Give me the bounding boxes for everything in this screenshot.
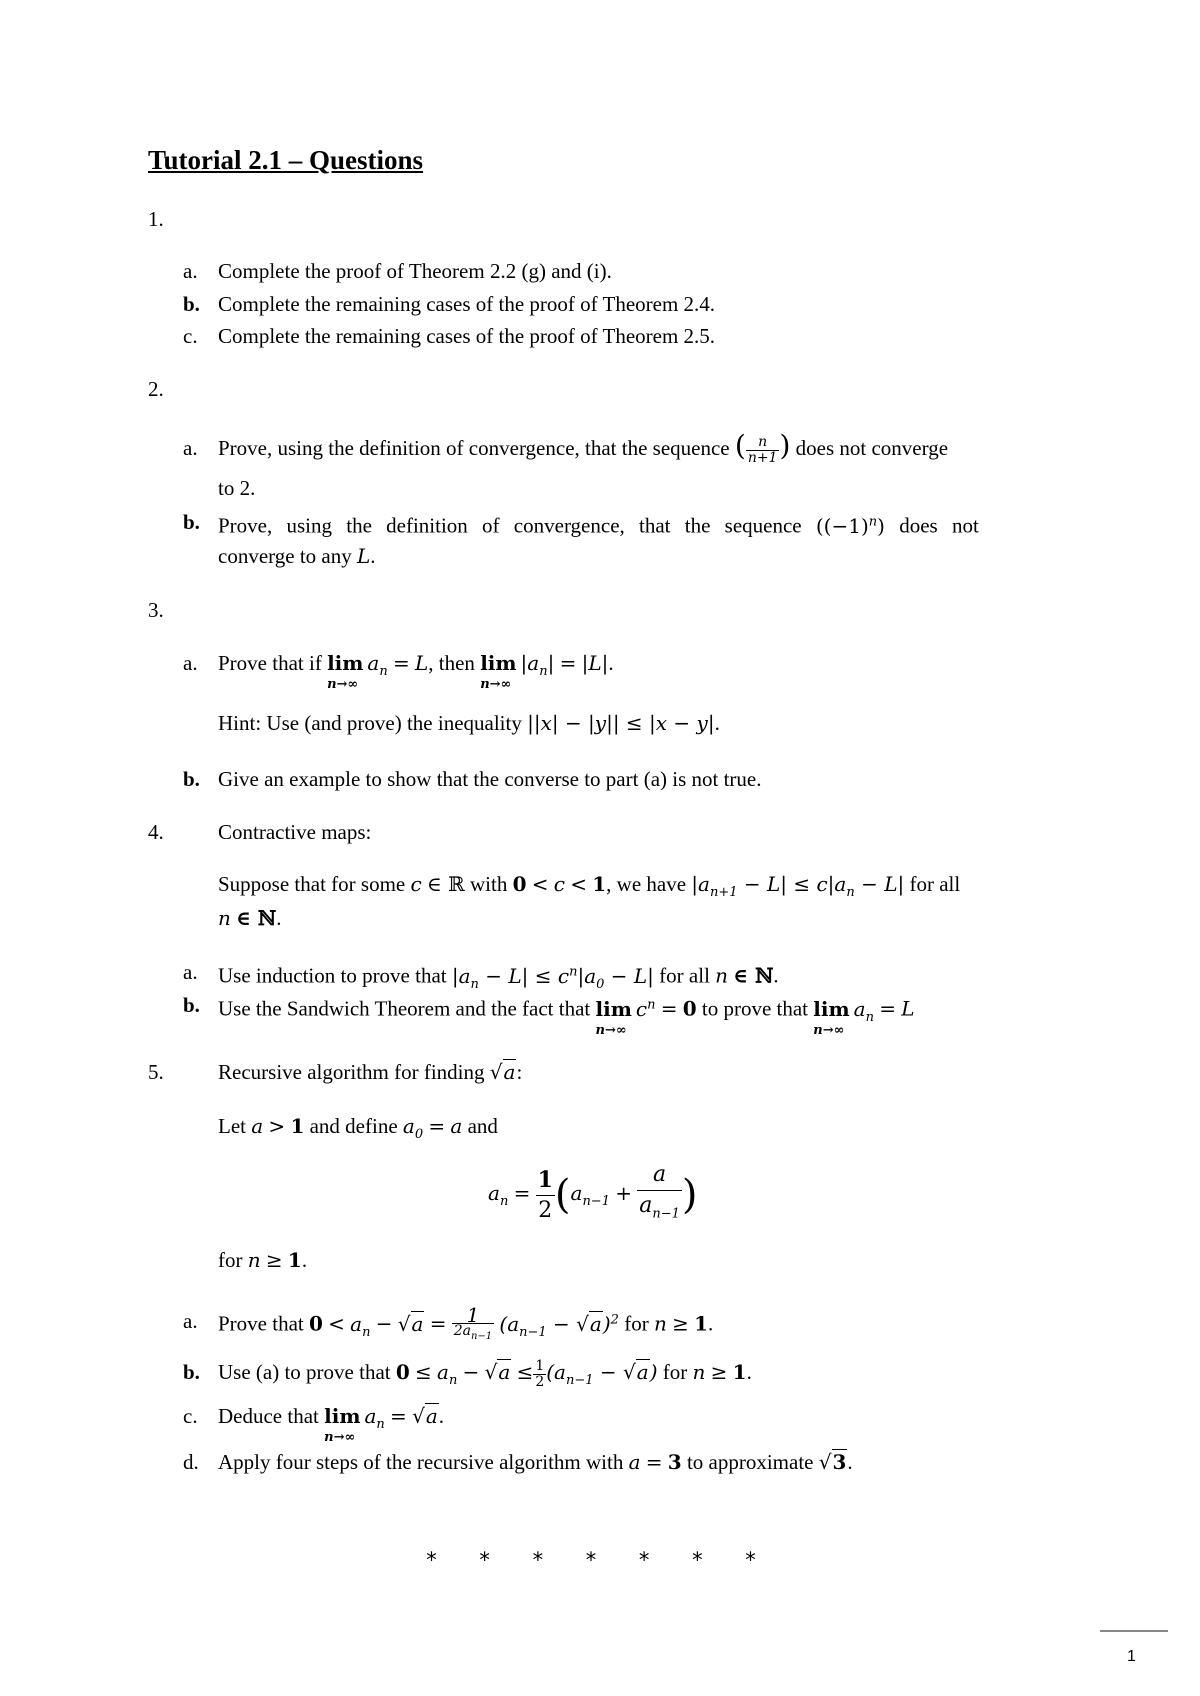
q5d-label: d. <box>183 1450 199 1474</box>
q1b-text: Complete the remaining cases of the proof of Theorem 2.4. <box>218 292 716 316</box>
q5b-line: Use (a) to prove that $0 \le a_n - √a$ ≤ $\frac{1}{2}$ $(a_{n-1} - √a)$ for n ≥ 1. <box>218 1357 752 1390</box>
q4b-text-1: Use the Sandwich Theorem and the fact that <box>218 996 591 1021</box>
q3a-text-1: Prove that if <box>218 651 322 675</box>
q3a-text-2: , then <box>428 651 475 675</box>
q5b-text-1: Use (a) to prove that <box>218 1360 391 1384</box>
q5-let-2: and define <box>309 1114 398 1138</box>
limit-n-to-infinity: lim n→∞ <box>813 996 850 1038</box>
q3a-line: Prove that if lim n→∞ $a_n = L$, then lim n→∞ $|a_n| = |L|$. <box>218 651 614 692</box>
q1b-label: b. <box>183 292 200 316</box>
q4a-label: a. <box>183 960 198 984</box>
q5d-line: Apply four steps of the recursive algorithm with a = 3 to approximate √3. <box>218 1450 853 1474</box>
q3-hint: Hint: Use (and prove) the inequality ||x| − |y|| ≤ |x − y|. <box>218 711 720 735</box>
q2a-line1 <box>218 426 948 468</box>
q5c-text-1: Deduce that <box>218 1404 319 1428</box>
limit-n-to-infinity: lim n→∞ <box>324 1404 361 1445</box>
q5-heading-line: Recursive algorithm for finding √a: <box>218 1060 523 1084</box>
q2b-label: b. <box>183 510 200 534</box>
q2b-text-3: converge to any <box>218 544 352 568</box>
q3-hint-text: Hint: Use (and prove) the inequality <box>218 711 522 735</box>
q5b-label: b. <box>183 1360 200 1384</box>
q3b-text: Give an example to show that the converse to part (a) is not true. <box>218 767 762 791</box>
sequence-n-over-n-plus-1: ( $\frac{n}{n+1}$ ) <box>734 429 791 466</box>
question-4-number: 4. <box>148 820 164 844</box>
q4-intro-text-1: Suppose that for some <box>218 872 406 896</box>
q5b-text-2: for <box>662 1360 688 1384</box>
q5c-label: c. <box>183 1404 198 1428</box>
q1c-label: c. <box>183 324 198 348</box>
q2a-label: a. <box>183 436 198 460</box>
limit-n-to-infinity: lim n→∞ <box>480 651 517 692</box>
q5-for-text: for <box>218 1248 243 1272</box>
q4a-line: Use induction to prove that $|a_n - L| \le c^n|a_0 - L|$ for all n ∈ ℕ. <box>218 963 779 992</box>
q4a-text-1: Use induction to prove that <box>218 963 447 988</box>
q2a-text-2: does not converge <box>795 436 949 460</box>
sequence-minus-one-power-n: $((-1)^n)$ <box>815 513 885 538</box>
q4-heading: Contractive maps: <box>218 820 372 844</box>
q5-let-line: Let a > 1 and define $a_0 = a$ and <box>218 1114 498 1142</box>
q5-for-line: for n ≥ 1. <box>218 1248 308 1272</box>
q2a-text-3: to 2. <box>218 476 256 500</box>
page-number: 1 <box>1127 1648 1136 1665</box>
q1a-text: Complete the proof of Theorem 2.2 (g) and (i). <box>218 259 612 283</box>
q4a-text-2: for all <box>659 963 710 988</box>
q5d-text-2: to approximate <box>686 1450 814 1474</box>
q4-intro-text-3: , we have <box>606 872 687 896</box>
q5a-text-2: for <box>624 1311 649 1336</box>
limit-n-to-infinity: lim n→∞ <box>327 651 364 692</box>
q2b-text-2: does not <box>899 513 979 538</box>
q5-let-1: Let <box>218 1114 246 1138</box>
limit-n-to-infinity: lim n→∞ <box>595 996 632 1038</box>
q4-intro-line1: Suppose that for some c ∈ ℝ with 0 < c < 1, we have $|a_{n+1} - L| \le c|a_n - L|$ for all <box>218 872 961 900</box>
sqrt-a: √a <box>489 1060 516 1084</box>
q3a-label: a. <box>183 651 198 675</box>
question-2-number: 2. <box>148 377 164 401</box>
footer-rule <box>1100 1630 1168 1632</box>
recursive-formula: $a_n$ = $\frac{1}{2}$ ($a_{n-1}$ + $\frac{a}{a_{n-1}}$ ) <box>488 1162 698 1223</box>
q2a-text-1: Prove, using the definition of convergence, that the sequence <box>218 436 730 460</box>
question-3-number: 3. <box>148 598 164 622</box>
q4-intro-text-2: with <box>469 872 508 896</box>
q4-intro-text-4: for all <box>909 872 961 896</box>
q4b-text-2: to prove that <box>701 996 809 1021</box>
q2b-line2: converge to any L. <box>218 544 376 568</box>
separator-stars: * * * * * * * <box>426 1548 774 1572</box>
q2b-line1 <box>218 508 979 540</box>
q4-intro-line2: n ∈ ℕ. <box>218 906 282 930</box>
q4b-line: Use the Sandwich Theorem and the fact that lim n→∞ $c^n = 0$ to prove that lim n→∞ $a_n = L$ <box>218 996 915 1038</box>
q5a-line: Prove that $0 < a_n - √a$ = $\frac{1}{2a_{n-1}}$ $(a_{n-1} - √a)^2$ for n ≥ 1. <box>218 1302 714 1342</box>
q5c-line: Deduce that lim n→∞ $a_n = √a$. <box>218 1404 444 1445</box>
q5a-label: a. <box>183 1309 198 1333</box>
q2b-text-1: Prove, using the definition of convergence, that the sequence <box>218 513 802 538</box>
q4b-label: b. <box>183 993 200 1017</box>
q5a-text-1: Prove that <box>218 1311 304 1336</box>
reverse-triangle-inequality: ||x| − |y|| ≤ |x − y| <box>527 711 715 735</box>
q1a-label: a. <box>183 259 198 283</box>
question-1-number: 1. <box>148 207 164 231</box>
question-5-number: 5. <box>148 1060 164 1084</box>
q1c-text: Complete the remaining cases of the proof of Theorem 2.5. <box>218 324 716 348</box>
q5-heading: Recursive algorithm for finding <box>218 1060 485 1084</box>
q5d-text-1: Apply four steps of the recursive algorithm with <box>218 1450 624 1474</box>
q3b-label: b. <box>183 767 200 791</box>
q5-let-3: and <box>467 1114 498 1138</box>
page-title: Tutorial 2.1 – Questions <box>148 145 424 175</box>
